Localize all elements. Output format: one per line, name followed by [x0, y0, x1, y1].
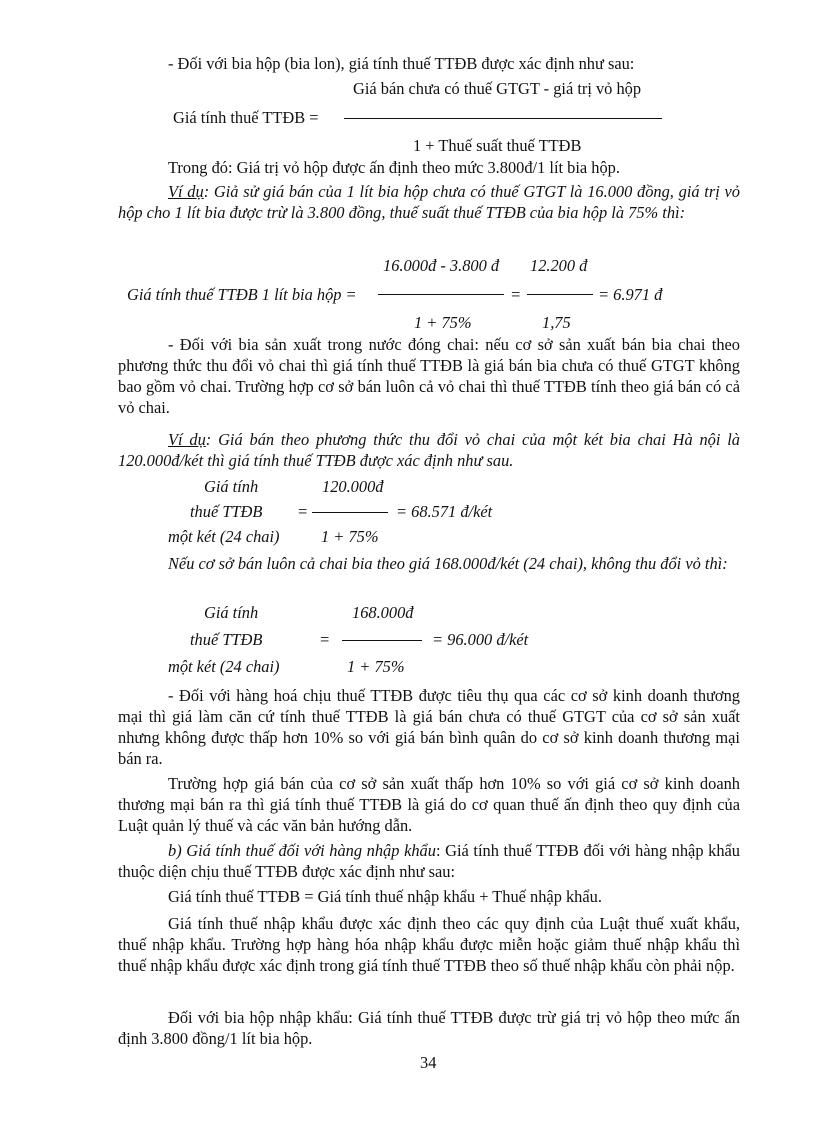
example3-paragraph [118, 553, 740, 574]
example3-text: Nếu cơ sở bán luôn cả chai bia theo giá 168.000đ/két (24 chai), không thu đổi vỏ thì: [168, 554, 728, 573]
lower-price-paragraph [118, 773, 740, 836]
formula4-denominator: 1 + 75% [347, 657, 405, 676]
formula4-label-line2: thuế TTĐB [190, 630, 263, 649]
formula2-label: Giá tính thuế TTĐB 1 lít bia hộp = [127, 285, 357, 304]
import-tax-text: Giá tính thuế nhập khẩu được xác định theo các quy định của Luật thuế xuất khẩu, thuế nhập khẩu. Trường hợp hàng hóa nhập khẩu được miễn hoặc giảm thuế nhập khẩu thì thuế nhập khẩu được xác định trong giá tính thuế TTĐB theo số thuế nhập khẩu còn phải nộp. [118, 914, 740, 975]
import-section-text: : Giá tính thuế TTĐB đối với hàng nhập khẩu thuộc diện chịu thuế TTĐB được xác định như sau: [118, 841, 740, 881]
formula1-denominator: 1 + Thuế suất thuế TTĐB [413, 136, 582, 155]
formula2-den1: 1 + 75% [414, 313, 472, 332]
commercial-text: - Đối với hàng hoá chịu thuế TTĐB được tiêu thụ qua các cơ sở kinh doanh thương mại thì giá làm căn cứ tính thuế TTĐB là giá bán chưa có thuế GTGT của cơ sở sản xuất nhưng không được thấp hơn 10% so với giá bán bình quân do cơ sở kinh doanh thương mại bán ra. [118, 686, 740, 768]
formula2-fraction-bar-1 [378, 294, 504, 295]
beer-can-intro: - Đối với bia hộp (bia lon), giá tính thuế TTĐB được xác định như sau: [168, 54, 635, 73]
formula3-denominator: 1 + 75% [321, 527, 379, 546]
formula2-den2: 1,75 [542, 313, 571, 332]
formula1-numerator: Giá bán chưa có thuế GTGT - giá trị vỏ hộp [353, 79, 642, 98]
formula2-result: = 6.971 đ [598, 285, 663, 304]
page-number: 34 [420, 1053, 437, 1072]
formula2-num2: 12.200 đ [530, 256, 588, 275]
formula1-fraction-bar [344, 118, 662, 119]
import-section-heading: b) Giá tính thuế đối với hàng nhập khẩu [168, 841, 436, 860]
formula3-numerator: 120.000đ [322, 477, 384, 496]
imported-beer-paragraph [118, 1007, 740, 1049]
formula2-fraction-bar-2 [527, 294, 593, 295]
formula4-result: = 96.000 đ/két [432, 630, 529, 649]
import-formula: Giá tính thuế TTĐB = Giá tính thuế nhập khẩu + Thuế nhập khẩu. [168, 887, 602, 906]
fixed-value-note: Trong đó: Giá trị vỏ hộp được ấn định theo mức 3.800đ/1 lít bia hộp. [168, 158, 620, 177]
formula3-label-line3: một két (24 chai) [168, 527, 280, 546]
formula3-eq: = [297, 502, 309, 521]
formula2-num1: 16.000đ - 3.800 đ [383, 256, 500, 275]
import-section-paragraph [118, 840, 740, 882]
formula3-result: = 68.571 đ/két [396, 502, 493, 521]
formula2-eq1: = [510, 285, 522, 304]
example2-label: Ví dụ [168, 430, 206, 449]
example2-text: : Giá bán theo phương thức thu đổi vỏ chai của một két bia chai Hà nội là 120.000đ/két thì giá tính thuế TTĐB được xác định như sau. [118, 430, 741, 470]
formula4-label-line3: một két (24 chai) [168, 657, 280, 676]
example1-label: Ví dụ [168, 182, 204, 201]
formula3-label-line2: thuế TTĐB [190, 502, 263, 521]
example1-text: : Giả sử giá bán của 1 lít bia hộp chưa có thuế GTGT là 16.000 đồng, giá trị vỏ hộp cho 1 lít bia được trừ là 3.800 đồng, thuế suất thuế TTĐB của bia hộp là 75% thì: [118, 182, 740, 222]
bottled-beer-paragraph [118, 334, 740, 418]
bottled-beer-text: - Đối với bia sản xuất trong nước đóng chai: nếu cơ sở sản xuất bán bia chai theo phương thức thu đổi vỏ chai thì giá tính thuế TTĐB là giá bán bia chưa có thuế GTGT không bao gồm vỏ chai. Trường hợp cơ sở bán luôn cả vỏ chai thì thuế TTĐB tính theo giá bán có cả vỏ chai. [118, 335, 740, 417]
import-tax-paragraph [118, 913, 740, 976]
formula1-label: Giá tính thuế TTĐB = [173, 108, 319, 127]
formula4-numerator: 168.000đ [352, 603, 414, 622]
formula4-label-line1: Giá tính [204, 603, 259, 622]
formula4-fraction-bar [342, 640, 422, 641]
formula3-fraction-bar [312, 512, 388, 513]
imported-beer-text: Đối với bia hộp nhập khẩu: Giá tính thuế TTĐB được trừ giá trị vỏ hộp theo mức ấn định 3.800 đồng/1 lít bia hộp. [118, 1008, 740, 1048]
formula3-label-line1: Giá tính [204, 477, 259, 496]
formula4-eq: = [319, 630, 331, 649]
commercial-paragraph [118, 685, 740, 769]
example1-paragraph [118, 181, 740, 223]
lower-price-text: Trường hợp giá bán của cơ sở sản xuất thấp hơn 10% so với giá cơ sở kinh doanh thương mại bán ra thì giá tính thuế TTĐB là giá do cơ quan thuế ấn định theo quy định của Luật quản lý thuế và các văn bản hướng dẫn. [118, 774, 740, 835]
example2-paragraph [118, 429, 740, 471]
